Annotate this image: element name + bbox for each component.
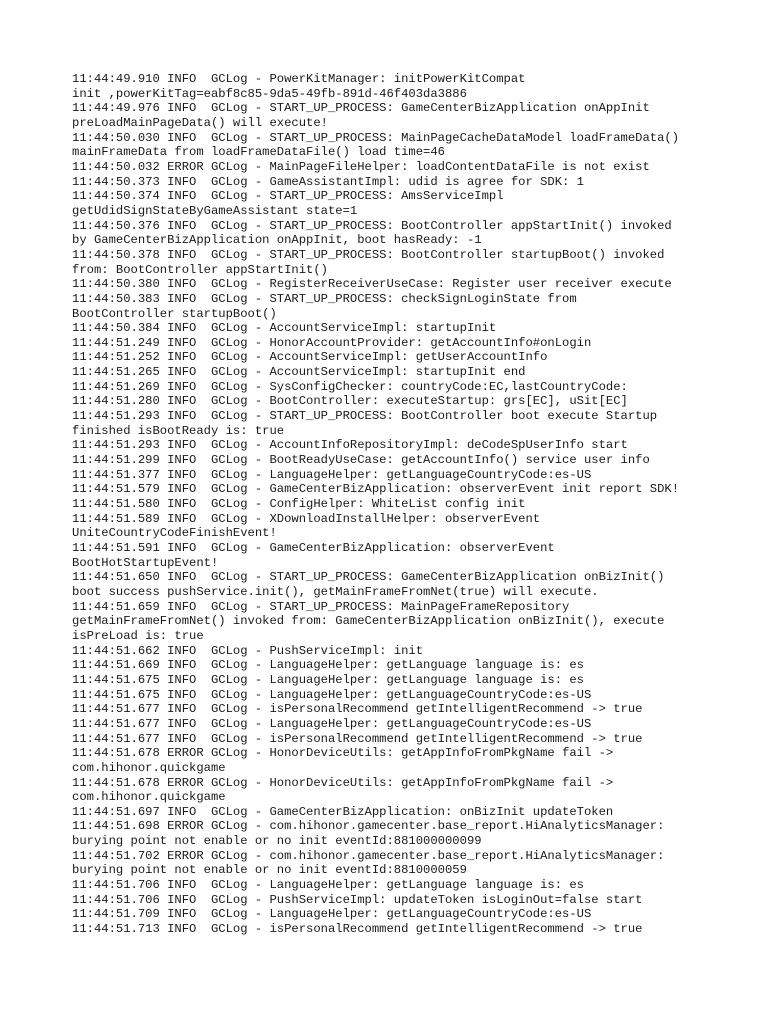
log-line: 11:44:50.374 INFO GCLog - START_UP_PROCESS: AmsServiceImpl — [72, 189, 504, 204]
log-line: 11:44:51.678 ERROR GCLog - HonorDeviceUtils: getAppInfoFromPkgName fail -> — [72, 775, 614, 790]
log-line: BootHotStartupEvent! — [72, 555, 219, 570]
log-line: 11:44:51.280 INFO GCLog - BootController: executeStartup: grs[EC], uSit[EC] — [72, 394, 628, 409]
log-line: 11:44:51.677 INFO GCLog - isPersonalRecommend getIntelligentRecommend -> true — [72, 731, 643, 746]
log-line: com.hihonor.quickgame — [72, 760, 226, 775]
log-line: 11:44:51.675 INFO GCLog - LanguageHelper: getLanguage language is: es — [72, 672, 584, 687]
log-line: com.hihonor.quickgame — [72, 790, 226, 805]
log-line: 11:44:51.662 INFO GCLog - PushServiceImpl: init — [72, 643, 424, 658]
log-line: 11:44:51.249 INFO GCLog - HonorAccountProvider: getAccountInfo#onLogin — [72, 335, 592, 350]
log-line: 11:44:50.373 INFO GCLog - GameAssistantImpl: udid is agree for SDK: 1 — [72, 174, 584, 189]
log-line: getUdidSignStateByGameAssistant state=1 — [72, 203, 358, 218]
log-line: boot success pushService.init(), getMainFrameFromNet(true) will execute. — [72, 584, 599, 599]
log-line: 11:44:51.669 INFO GCLog - LanguageHelper: getLanguage language is: es — [72, 658, 584, 673]
log-line: 11:44:49.976 INFO GCLog - START_UP_PROCESS: GameCenterBizApplication onAppInit — [72, 101, 650, 116]
log-line: 11:44:51.677 INFO GCLog - LanguageHelper: getLanguageCountryCode:es-US — [72, 716, 592, 731]
log-line: 11:44:50.030 INFO GCLog - START_UP_PROCESS: MainPageCacheDataModel loadFrameData() — [72, 130, 680, 145]
log-line: 11:44:51.299 INFO GCLog - BootReadyUseCase: getAccountInfo() service user info — [72, 453, 650, 468]
log-line: 11:44:51.580 INFO GCLog - ConfigHelper: WhiteList config init — [72, 497, 526, 512]
log-line: 11:44:51.269 INFO GCLog - SysConfigChecker: countryCode:EC,lastCountryCode: — [72, 379, 628, 394]
log-line: 11:44:51.698 ERROR GCLog - com.hihonor.gamecenter.base_report.HiAnalyticsManager: — [72, 819, 665, 834]
log-line: 11:44:51.579 INFO GCLog - GameCenterBizApplication: observerEvent init report SDK! — [72, 482, 680, 497]
log-line: 11:44:51.252 INFO GCLog - AccountServiceImpl: getUserAccountInfo — [72, 350, 548, 365]
log-line: 11:44:51.709 INFO GCLog - LanguageHelper: getLanguageCountryCode:es-US — [72, 907, 592, 922]
log-line: 11:44:51.706 INFO GCLog - LanguageHelper: getLanguage language is: es — [72, 878, 584, 893]
log-line: 11:44:51.591 INFO GCLog - GameCenterBizApplication: observerEvent — [72, 541, 555, 555]
log-line: 11:44:50.378 INFO GCLog - START_UP_PROCESS: BootController startupBoot() invoked — [72, 247, 665, 262]
log-line: 11:44:51.677 INFO GCLog - isPersonalRecommend getIntelligentRecommend -> true — [72, 702, 643, 717]
log-line: 11:44:50.384 INFO GCLog - AccountServiceImpl: startupInit — [72, 321, 497, 336]
log-line: BootController startupBoot() — [72, 306, 277, 321]
log-line: from: BootController appStartInit() — [72, 262, 328, 277]
log-text-block — [72, 72, 712, 937]
log-line: 11:44:50.376 INFO GCLog - START_UP_PROCESS: BootController appStartInit() invoked — [72, 218, 672, 233]
log-line: burying point not enable or no init eventId:8810000059 — [72, 863, 467, 878]
log-line: 11:44:51.678 ERROR GCLog - HonorDeviceUtils: getAppInfoFromPkgName fail -> — [72, 746, 614, 761]
log-line: 11:44:51.293 INFO GCLog - START_UP_PROCESS: BootController boot execute Startup — [72, 409, 658, 424]
log-line: 11:44:51.293 INFO GCLog - AccountInfoRepositoryImpl: deCodeSpUserInfo start — [72, 438, 628, 453]
log-line: getMainFrameFromNet() invoked from: GameCenterBizApplication onBizInit(), execute — [72, 614, 665, 629]
log-line: 11:44:50.032 ERROR GCLog - MainPageFileHelper: loadContentDataFile is not exist — [72, 159, 650, 174]
log-line: 11:44:51.697 INFO GCLog - GameCenterBizApplication: onBizInit updateToken — [72, 804, 614, 819]
log-line: 11:44:51.702 ERROR GCLog - com.hihonor.gamecenter.base_report.HiAnalyticsManager: — [72, 848, 665, 863]
log-line: 11:44:51.589 INFO GCLog - XDownloadInstallHelper: observerEvent — [72, 511, 541, 526]
log-line: 11:44:50.380 INFO GCLog - RegisterReceiverUseCase: Register user receiver execute — [72, 277, 672, 292]
log-line: 11:44:51.713 INFO GCLog - isPersonalRecommend getIntelligentRecommend -> true — [72, 922, 643, 937]
log-line: preLoadMainPageData() will execute! — [72, 115, 328, 130]
log-line: 11:44:51.650 INFO GCLog - START_UP_PROCESS: GameCenterBizApplication onBizInit() — [72, 570, 665, 585]
log-line: 11:44:51.377 INFO GCLog - LanguageHelper: getLanguageCountryCode:es-US — [72, 467, 592, 482]
log-line: by GameCenterBizApplication onAppInit, boot hasReady: -1 — [72, 233, 482, 248]
log-line: mainFrameData from loadFrameDataFile() load time=46 — [72, 145, 445, 160]
document-page — [72, 72, 712, 937]
log-line: UniteCountryCodeFinishEvent! — [72, 526, 277, 541]
log-line: 11:44:51.659 INFO GCLog - START_UP_PROCESS: MainPageFrameRepository — [72, 599, 570, 614]
log-line: 11:44:50.383 INFO GCLog - START_UP_PROCESS: checkSignLoginState from — [72, 291, 577, 306]
log-line: finished isBootReady is: true — [72, 423, 285, 438]
log-line: init ,powerKitTag=eabf8c85-9da5-49fb-891d-46f403da3886 — [72, 86, 467, 101]
log-line: burying point not enable or no init eventId:881000000099 — [72, 834, 482, 849]
log-line: isPreLoad is: true — [72, 628, 204, 643]
log-line: 11:44:51.675 INFO GCLog - LanguageHelper: getLanguageCountryCode:es-US — [72, 687, 592, 702]
log-line: 11:44:51.265 INFO GCLog - AccountServiceImpl: startupInit end — [72, 365, 526, 380]
log-line: 11:44:51.706 INFO GCLog - PushServiceImpl: updateToken isLoginOut=false start — [72, 892, 643, 907]
log-line: 11:44:49.910 INFO GCLog - PowerKitManager: initPowerKitCompat — [72, 72, 526, 86]
